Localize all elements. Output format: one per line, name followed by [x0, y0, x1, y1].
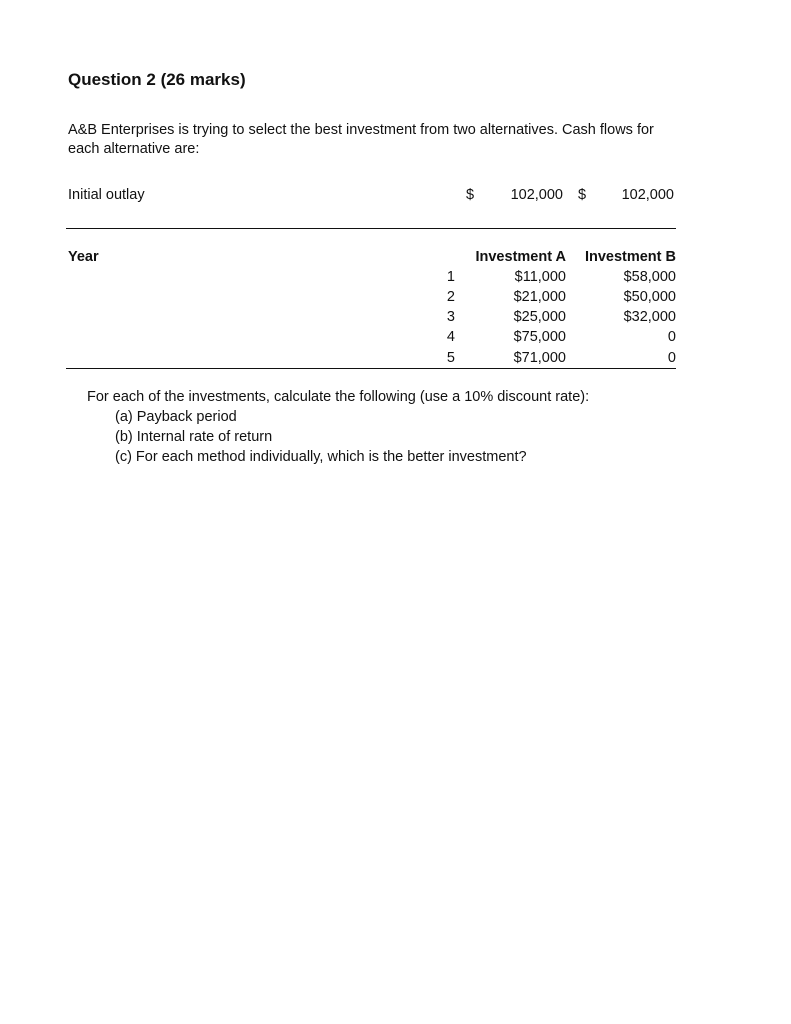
year-header: Year	[68, 249, 99, 265]
table-row-a: $11,000	[514, 269, 566, 285]
investment-a-header: Investment A	[475, 249, 566, 265]
question-title: Question 2 (26 marks)	[68, 70, 246, 89]
investment-b-header: Investment B	[584, 249, 676, 265]
table-row-a: $25,000	[513, 309, 566, 325]
outlay-currency-b: $	[578, 187, 587, 203]
instruction-item-a: (a) Payback period	[115, 409, 237, 425]
table-row-year: 5	[446, 350, 455, 366]
table-row-b: $32,000	[623, 309, 676, 325]
table-row-year: 1	[446, 269, 455, 285]
outlay-amount-b: 102,000	[621, 187, 674, 203]
initial-outlay-label: Initial outlay	[68, 187, 145, 203]
table-row-b: 0	[667, 350, 676, 366]
divider-top	[66, 228, 676, 229]
instructions-lead: For each of the investments, calculate the following (use a 10% discount rate):	[87, 389, 590, 405]
table-row-b: $58,000	[623, 269, 676, 285]
divider-bottom	[66, 368, 676, 369]
table-row-a: $21,000	[513, 289, 566, 305]
table-row-year: 2	[446, 289, 455, 305]
table-row-year: 3	[446, 309, 455, 325]
table-row-b: $50,000	[623, 289, 676, 305]
table-row-a: $71,000	[513, 350, 566, 366]
table-row-year: 4	[446, 329, 455, 345]
outlay-amount-a: 102,000	[510, 187, 563, 203]
question-intro: A&B Enterprises is trying to select the best investment from two alternatives. Cash flows for each alternative are:	[68, 122, 654, 157]
outlay-currency-a: $	[466, 187, 475, 203]
instruction-item-b: (b) Internal rate of return	[115, 429, 273, 445]
instruction-item-c: (c) For each method individually, which is the better investment?	[115, 449, 527, 465]
table-row-b: 0	[667, 329, 676, 345]
table-row-a: $75,000	[513, 329, 566, 345]
